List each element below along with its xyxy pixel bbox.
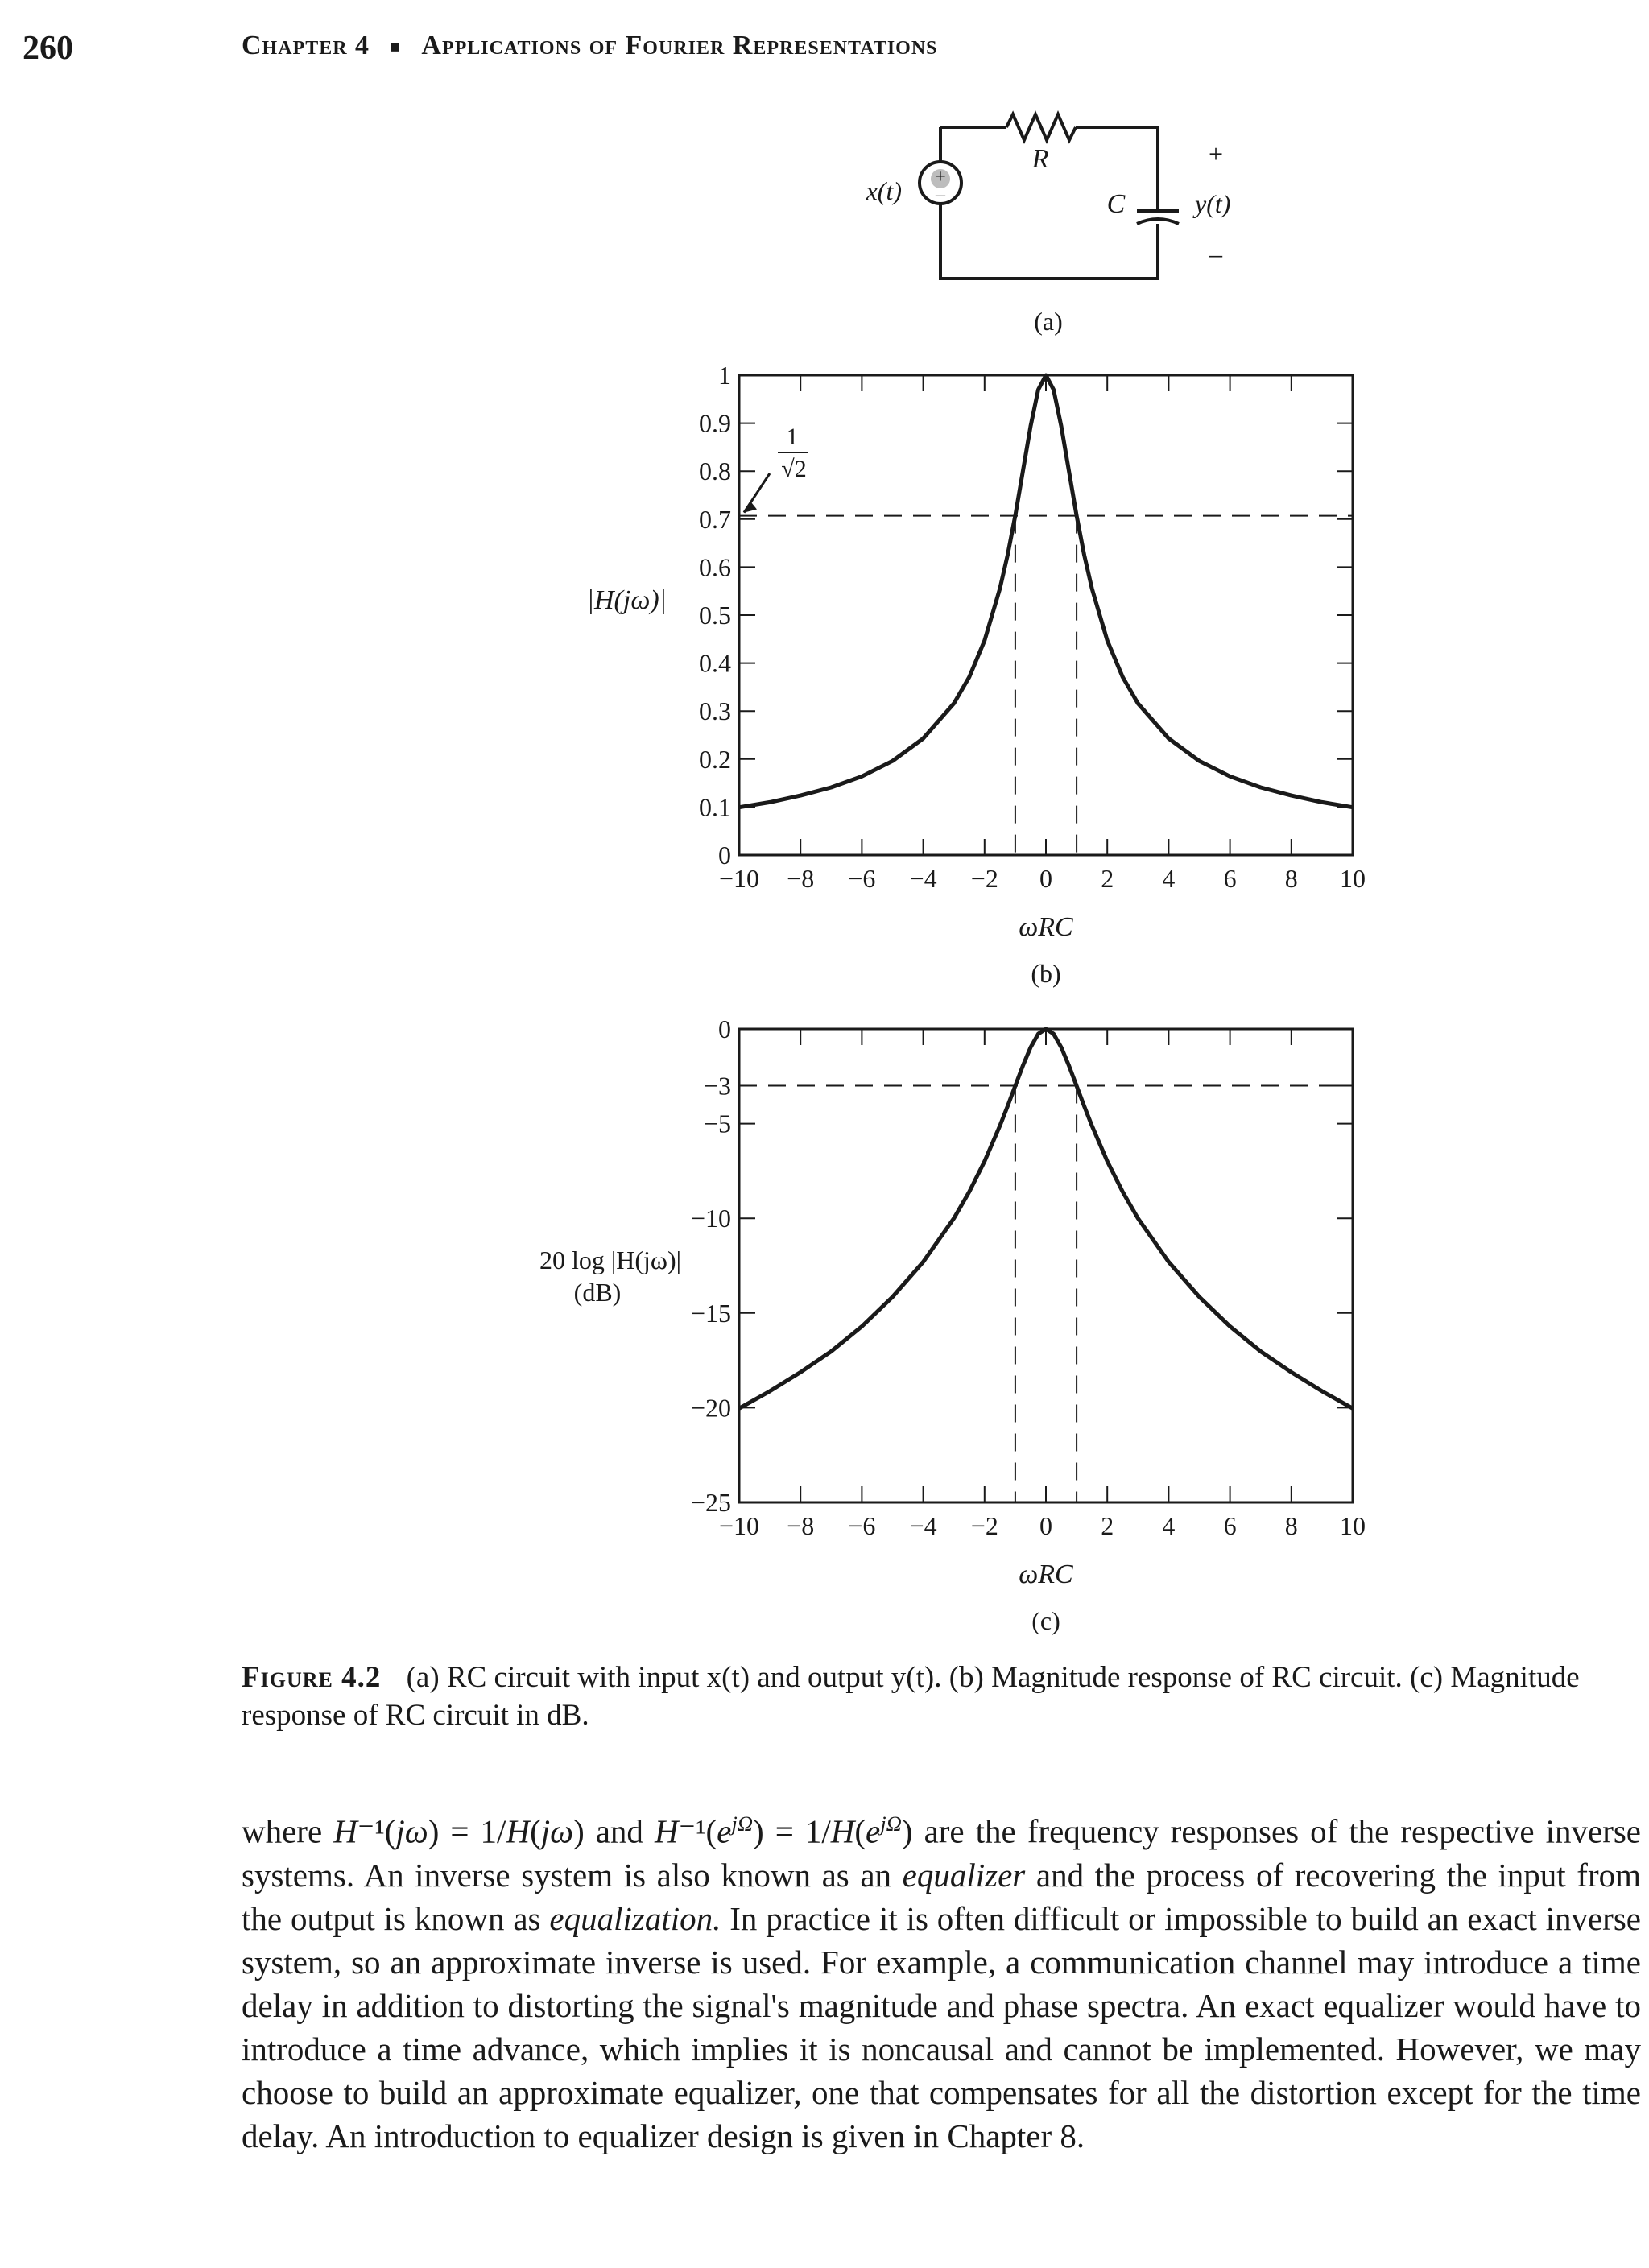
y-tick-label: 0.3 [699, 696, 731, 726]
response-curve [739, 375, 1353, 808]
body-segment: In practice it is often difficult or impossible to build an exact inverse system, so an approximate inverse is used. For example, a communication channel may introduce a time delay in addition to distorting the signal's magnitude and phase spectra. An exact equalizer would have to introduce a time advance, which implies it is noncausal and cannot be implemented. However, we may choose to build an approximate equalizer, one that compensates for all the distortion except for the time delay. An introduction to equalizer design is given in Chapter 8. [242, 1899, 1641, 2154]
y-axis-label-line1: 20 log |H(jω)| [539, 1246, 682, 1274]
body-segment: ( [530, 1812, 541, 1850]
resistor-zigzag [1006, 114, 1076, 140]
separator-glyph: ■ [390, 38, 401, 56]
figure-caption [242, 1659, 1610, 1734]
y-tick-label: 0 [718, 841, 731, 870]
body-segment: ) are the frequency responses of the respective inverse systems. An inverse system is also known as an [242, 1812, 1641, 1894]
page-number: 260 [23, 30, 73, 67]
y-tick-label: 0.5 [699, 601, 731, 630]
body-superscript: jΩ [731, 1812, 754, 1836]
body-segment: ( [854, 1812, 866, 1850]
body-segment: ⁻¹( [678, 1812, 717, 1850]
body-segment: and the process of recovering the input from the output is known as [242, 1856, 1641, 1937]
y-tick-label: 0.6 [699, 552, 731, 582]
plot-frame [739, 1029, 1353, 1502]
y-tick-label: −15 [690, 1298, 731, 1328]
rc-circuit-diagram [0, 0, 1649, 338]
magnitude-db-chart [0, 998, 1649, 1642]
y-axis-label: |H(jω)| [586, 585, 667, 615]
output-minus-sign: – [1209, 239, 1222, 268]
x-tick-label: −8 [787, 1511, 815, 1540]
x-tick-label: 4 [1162, 1511, 1176, 1540]
y-tick-label: 0.1 [699, 792, 731, 822]
capacitor-label: C [1106, 189, 1126, 219]
x-tick-label: −10 [718, 1511, 760, 1540]
body-segment: equalizer [902, 1856, 1026, 1894]
x-tick-label: 4 [1162, 864, 1176, 893]
x-tick-label: 8 [1284, 864, 1298, 893]
y-tick-label: −20 [690, 1393, 731, 1423]
body-segment: ⁻¹( [357, 1812, 396, 1850]
y-tick-label: 1 [718, 361, 731, 390]
annotation-denominator: √2 [781, 456, 807, 482]
body-segment: H [506, 1812, 531, 1850]
body-segment: jω [540, 1812, 574, 1850]
panel-label: (c) [1031, 1606, 1060, 1635]
y-tick-label: −25 [690, 1488, 731, 1517]
body-segment: equalization. [549, 1899, 721, 1937]
annotation-arrowhead [744, 502, 757, 513]
body-paragraph [242, 1802, 1641, 2158]
body-segment: H [830, 1812, 855, 1850]
x-tick-label: −2 [970, 864, 998, 893]
x-tick-label: 10 [1340, 1511, 1366, 1540]
x-tick-label: 8 [1284, 1511, 1298, 1540]
body-segment: jω [395, 1812, 428, 1850]
x-tick-label: 2 [1101, 864, 1114, 893]
y-tick-label: 0 [718, 1014, 731, 1043]
capacitor-plate-bottom [1137, 219, 1179, 224]
output-label: y(t) [1195, 189, 1231, 218]
body-segment: H [333, 1812, 357, 1850]
y-axis-label-line2: (dB) [573, 1278, 622, 1307]
magnitude-response-chart [0, 338, 1649, 998]
annotation-numerator: 1 [786, 423, 799, 450]
x-axis-label: ωRC [1019, 912, 1073, 942]
x-tick-label: −4 [909, 864, 937, 893]
resistor-label: R [1031, 144, 1049, 174]
body-segment: e [717, 1812, 732, 1850]
source-minus-sign: – [936, 184, 945, 205]
y-tick-label: −10 [690, 1204, 731, 1233]
chapter-title: Applications of Fourier Representations [421, 31, 938, 60]
x-tick-label: −10 [718, 864, 760, 893]
x-tick-label: −4 [909, 1511, 937, 1540]
body-segment: ) = 1/ [428, 1812, 506, 1850]
plot-frame [739, 375, 1353, 855]
x-tick-label: 10 [1340, 864, 1366, 893]
body-segment: where [242, 1812, 334, 1850]
y-tick-label: 0.9 [699, 408, 731, 438]
x-tick-label: −6 [848, 864, 876, 893]
panel-label: (b) [1031, 959, 1061, 988]
x-axis-label: ωRC [1019, 1560, 1073, 1589]
x-tick-label: 6 [1223, 864, 1237, 893]
x-tick-label: 2 [1101, 1511, 1114, 1540]
figure-label: Figure 4.2 [242, 1661, 382, 1694]
x-tick-label: −6 [848, 1511, 876, 1540]
x-tick-label: −8 [787, 864, 815, 893]
panel-label-a: (a) [1034, 307, 1063, 336]
output-plus-sign: + [1208, 139, 1224, 168]
body-segment: e [866, 1812, 881, 1850]
y-tick-label: −5 [703, 1109, 731, 1138]
body-segment: ) and [573, 1812, 655, 1850]
caption-text: (a) RC circuit with input x(t) and output y(t). (b) Magnitude response of RC circuit. (c) Magnitude response of RC circuit in dB. [242, 1661, 1580, 1732]
body-paragraph-text [242, 1802, 1641, 2158]
x-tick-label: 6 [1223, 1511, 1237, 1540]
body-segment: ) = 1/ [753, 1812, 831, 1850]
x-tick-label: 0 [1039, 1511, 1052, 1540]
x-tick-label: −2 [970, 1511, 998, 1540]
chapter-label: Chapter 4 [242, 31, 370, 60]
input-label: x(t) [866, 176, 902, 205]
x-tick-label: 0 [1039, 864, 1052, 893]
source-plus-sign: + [935, 167, 946, 188]
y-tick-label: 0.8 [699, 456, 731, 486]
y-tick-label: 0.4 [699, 648, 731, 678]
y-tick-label: −3 [703, 1071, 731, 1101]
body-superscript: jΩ [880, 1812, 902, 1836]
y-tick-label: 0.2 [699, 744, 731, 774]
body-segment: H [654, 1812, 679, 1850]
y-tick-label: 0.7 [699, 504, 731, 534]
